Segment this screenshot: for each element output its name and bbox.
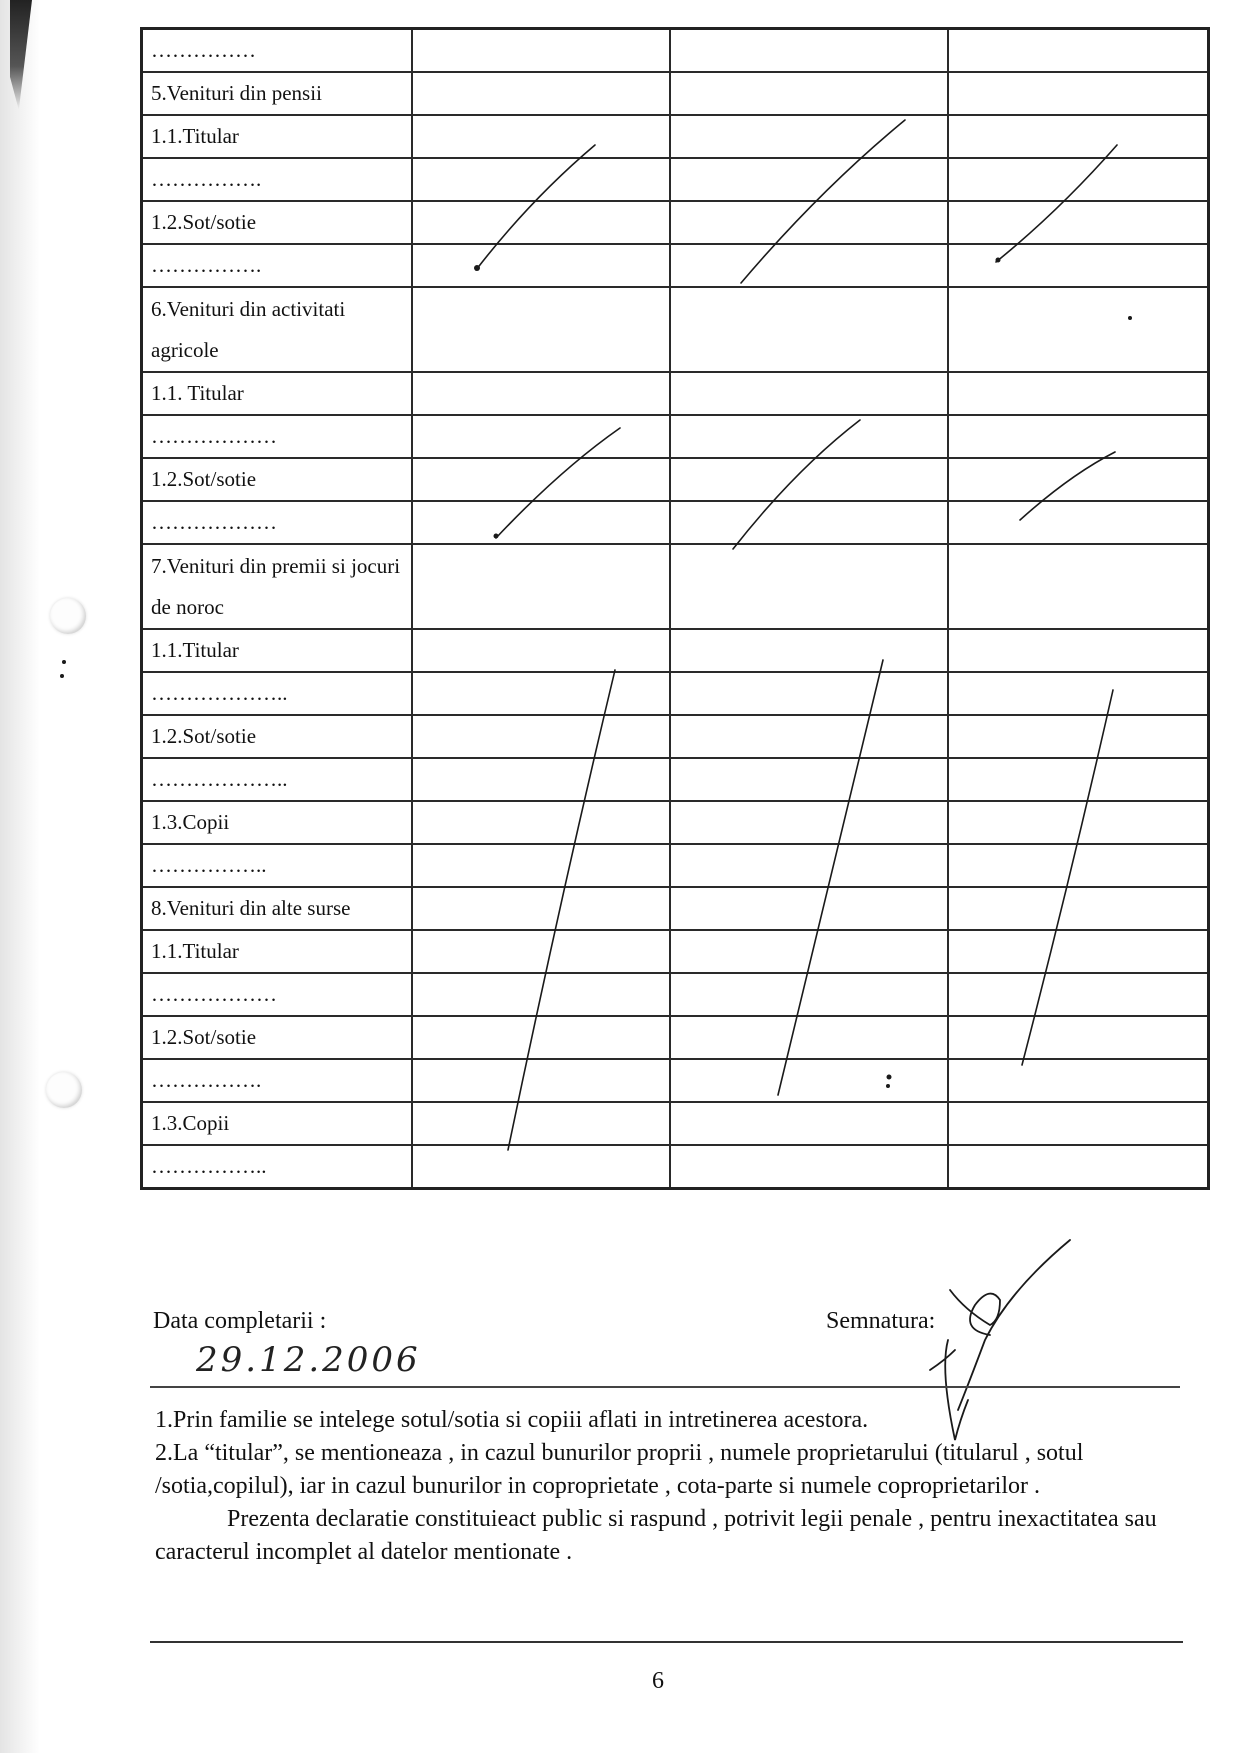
row-label-cell: 1.2.Sot/sotie	[142, 715, 413, 758]
table-row	[142, 458, 1209, 501]
ink-dot	[62, 660, 66, 664]
empty-value-cell	[670, 201, 948, 244]
empty-value-cell	[670, 1145, 948, 1189]
footnote-1: 1.Prin familie se intelege sotul/sotia si copiii aflati in intretinerea acestora.	[155, 1407, 869, 1433]
dotted-placeholder-cell: …………….	[142, 1059, 413, 1102]
empty-value-cell	[670, 1102, 948, 1145]
empty-value-cell	[412, 1102, 670, 1145]
empty-value-cell	[412, 887, 670, 930]
date-label: Data completarii :	[153, 1308, 327, 1334]
punch-hole-upper	[50, 598, 86, 634]
table-row	[142, 629, 1209, 672]
income-declaration-table	[140, 27, 1210, 1190]
table-body	[142, 29, 1209, 1189]
empty-value-cell	[412, 544, 670, 629]
table-row	[142, 372, 1209, 415]
dotted-placeholder-cell: ………………	[142, 415, 413, 458]
empty-value-cell	[948, 287, 1209, 372]
empty-value-cell	[670, 844, 948, 887]
empty-value-cell	[670, 72, 948, 115]
empty-value-cell	[948, 458, 1209, 501]
empty-value-cell	[948, 1102, 1209, 1145]
empty-value-cell	[670, 930, 948, 973]
empty-value-cell	[412, 1016, 670, 1059]
empty-value-cell	[948, 973, 1209, 1016]
dotted-placeholder-cell: ………………	[142, 973, 413, 1016]
empty-value-cell	[670, 415, 948, 458]
row-label-cell: 1.3.Copii	[142, 1102, 413, 1145]
row-label-cell: 1.2.Sot/sotie	[142, 201, 413, 244]
empty-value-cell	[412, 1145, 670, 1189]
table-row	[142, 115, 1209, 158]
table-row	[142, 672, 1209, 715]
table-row	[142, 1102, 1209, 1145]
empty-value-cell	[948, 1145, 1209, 1189]
empty-value-cell	[412, 801, 670, 844]
empty-value-cell	[948, 415, 1209, 458]
empty-value-cell	[948, 801, 1209, 844]
table-row	[142, 1059, 1209, 1102]
table-row	[142, 758, 1209, 801]
empty-value-cell	[412, 973, 670, 1016]
table-row	[142, 715, 1209, 758]
footer-divider-bottom	[150, 1641, 1183, 1643]
row-label-cell: 1.2.Sot/sotie	[142, 1016, 413, 1059]
empty-value-cell	[948, 887, 1209, 930]
ink-dot	[60, 674, 64, 678]
table-row	[142, 29, 1209, 73]
empty-value-cell	[948, 29, 1209, 73]
empty-value-cell	[412, 115, 670, 158]
empty-value-cell	[948, 844, 1209, 887]
empty-value-cell	[412, 244, 670, 287]
empty-value-cell	[412, 1059, 670, 1102]
table-row	[142, 287, 1209, 372]
empty-value-cell	[412, 458, 670, 501]
table-row	[142, 501, 1209, 544]
empty-value-cell	[670, 1016, 948, 1059]
dotted-placeholder-cell: ……………	[142, 29, 413, 73]
row-label-cell: 1.1.Titular	[142, 115, 413, 158]
dotted-placeholder-cell: ………………..	[142, 672, 413, 715]
footnotes	[155, 1404, 1185, 1569]
empty-value-cell	[948, 1016, 1209, 1059]
empty-value-cell	[412, 930, 670, 973]
table-row	[142, 244, 1209, 287]
row-label-cell: 1.1.Titular	[142, 629, 413, 672]
empty-value-cell	[412, 29, 670, 73]
empty-value-cell	[670, 287, 948, 372]
empty-value-cell	[412, 715, 670, 758]
empty-value-cell	[948, 244, 1209, 287]
empty-value-cell	[948, 544, 1209, 629]
empty-value-cell	[412, 415, 670, 458]
dotted-placeholder-cell: ………………..	[142, 758, 413, 801]
table-row	[142, 887, 1209, 930]
signature-label: Semnatura:	[826, 1308, 936, 1334]
row-label-cell: 8.Venituri din alte surse	[142, 887, 413, 930]
row-label-cell: 1.1.Titular	[142, 930, 413, 973]
table-row	[142, 72, 1209, 115]
empty-value-cell	[948, 158, 1209, 201]
table-row	[142, 201, 1209, 244]
empty-value-cell	[670, 501, 948, 544]
empty-value-cell	[948, 72, 1209, 115]
empty-value-cell	[948, 758, 1209, 801]
page-number: 6	[652, 1668, 664, 1694]
empty-value-cell	[670, 372, 948, 415]
empty-value-cell	[412, 672, 670, 715]
empty-value-cell	[412, 629, 670, 672]
table-row	[142, 801, 1209, 844]
empty-value-cell	[670, 672, 948, 715]
dotted-placeholder-cell: ……………..	[142, 844, 413, 887]
empty-value-cell	[412, 72, 670, 115]
empty-value-cell	[412, 758, 670, 801]
legal-statement: Prezenta declaratie constituieact public si raspund , potrivit legii penale , pentru inexactitatea sau caracterul incomplet al datelor mentionate .	[155, 1506, 1157, 1565]
empty-value-cell	[670, 244, 948, 287]
empty-value-cell	[948, 115, 1209, 158]
empty-value-cell	[670, 458, 948, 501]
empty-value-cell	[948, 501, 1209, 544]
empty-value-cell	[670, 158, 948, 201]
scan-edge-shadow	[0, 0, 40, 1753]
empty-value-cell	[948, 372, 1209, 415]
table-row	[142, 844, 1209, 887]
row-label-cell: 6.Venituri din activitati agricole	[142, 287, 413, 372]
empty-value-cell	[670, 629, 948, 672]
empty-value-cell	[670, 1059, 948, 1102]
empty-value-cell	[670, 715, 948, 758]
empty-value-cell	[412, 501, 670, 544]
empty-value-cell	[670, 115, 948, 158]
empty-value-cell	[412, 201, 670, 244]
date-handwritten-value: 29.12.2006	[196, 1340, 421, 1380]
empty-value-cell	[670, 544, 948, 629]
empty-value-cell	[412, 287, 670, 372]
empty-value-cell	[670, 973, 948, 1016]
empty-value-cell	[948, 629, 1209, 672]
table-row	[142, 973, 1209, 1016]
footnote-2: 2.La “titular”, se mentioneaza , in cazul bunurilor proprii , numele proprietarului (titularul , sotul /sotia,copilul), iar in cazul bunurilor in coproprietate , cota-parte si numele coproprietarilor .	[155, 1440, 1084, 1499]
row-label-cell: 1.1. Titular	[142, 372, 413, 415]
empty-value-cell	[948, 201, 1209, 244]
empty-value-cell	[948, 672, 1209, 715]
empty-value-cell	[670, 887, 948, 930]
dotted-placeholder-cell: …………….	[142, 158, 413, 201]
table-row	[142, 1016, 1209, 1059]
row-label-cell: 1.3.Copii	[142, 801, 413, 844]
table-row	[142, 1145, 1209, 1189]
row-label-cell: 7.Venituri din premii si jocuri de noroc	[142, 544, 413, 629]
dotted-placeholder-cell: ………………	[142, 501, 413, 544]
empty-value-cell	[948, 715, 1209, 758]
footer-divider-top	[150, 1386, 1180, 1388]
empty-value-cell	[412, 158, 670, 201]
empty-value-cell	[670, 801, 948, 844]
row-label-cell: 1.2.Sot/sotie	[142, 458, 413, 501]
table-row	[142, 158, 1209, 201]
empty-value-cell	[948, 1059, 1209, 1102]
empty-value-cell	[948, 930, 1209, 973]
empty-value-cell	[670, 29, 948, 73]
table-row	[142, 544, 1209, 629]
row-label-cell: 5.Venituri din pensii	[142, 72, 413, 115]
table-row	[142, 930, 1209, 973]
table-row	[142, 415, 1209, 458]
dotted-placeholder-cell: ……………..	[142, 1145, 413, 1189]
empty-value-cell	[412, 372, 670, 415]
empty-value-cell	[412, 844, 670, 887]
dotted-placeholder-cell: …………….	[142, 244, 413, 287]
punch-hole-lower	[46, 1072, 82, 1108]
empty-value-cell	[670, 758, 948, 801]
